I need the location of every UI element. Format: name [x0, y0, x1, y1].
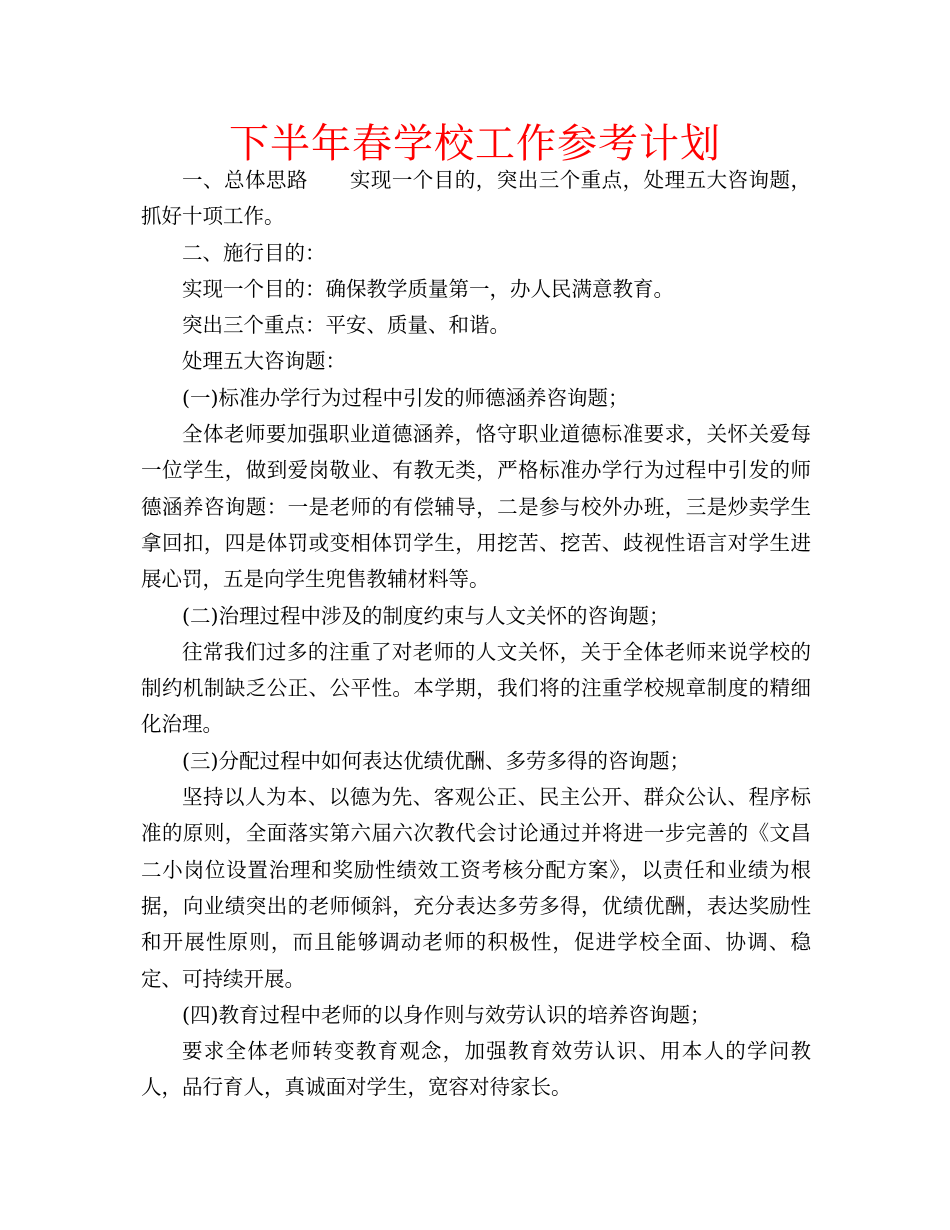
document-body: [141, 162, 811, 1106]
paragraph: 突出三个重点：平安、质量、和谐。: [182, 313, 510, 338]
document-title: 下半年春学校工作参考计划: [229, 121, 721, 167]
paragraph: 一、总体思路 实现一个目的，突出三个重点，处理五大咨询题，抓好十项工作。: [141, 168, 811, 229]
paragraph: (一)标准办学行为过程中引发的师德涵养咨询题；: [182, 385, 629, 410]
paragraph: 全体老师要加强职业道德涵养，恪守职业道德标准要求，关怀关爱每一位学生，做到爱岗敬业、有教无类，严格标准办学行为过程中引发的师德涵养咨询题：一是老师的有偿辅导，二是参与校外办班，三是炒卖学生拿回扣，四是体罚或变相体罚学生，用挖苦、挖苦、歧视性语言对学生进展心罚，五是向学生兜售教辅材料等。: [141, 422, 811, 592]
paragraph: 二、施行目的：: [182, 240, 326, 265]
paragraph: 往常我们过多的注重了对老师的人文关怀，关于全体老师来说学校的制约机制缺乏公正、公平性。本学期，我们将的注重学校规章制度的精细化治理。: [141, 639, 811, 737]
paragraph: 坚持以人为本、以德为先、客观公正、民主公开、群众公认、程序标准的原则，全面落实第六届六次教代会讨论通过并将进一步完善的《文昌二小岗位设置治理和奖励性绩效工资考核分配方案》，以责任和业绩为根据，向业绩突出的老师倾斜，充分表达多劳多得，优绩优酬，表达奖励性和开展性原则，而且能够调动老师的积极性，促进学校全面、协调、稳定、可持续开展。: [141, 785, 811, 991]
paragraph: (二)治理过程中涉及的制度约束与人文关怀的咨询题；: [182, 603, 670, 628]
paragraph: 要求全体老师转变教育观念，加强教育效劳认识、用本人的学问教人，品行育人，真诚面对学生，宽容对待家长。: [141, 1039, 811, 1100]
paragraph: 处理五大咨询题：: [182, 349, 346, 374]
paragraph: (四)教育过程中老师的以身作则与效劳认识的培养咨询题；: [182, 1002, 711, 1027]
paragraph: 实现一个目的：确保教学质量第一，办人民满意教育。: [182, 276, 674, 301]
paragraph: (三)分配过程中如何表达优绩优酬、多劳多得的咨询题；: [182, 748, 690, 773]
